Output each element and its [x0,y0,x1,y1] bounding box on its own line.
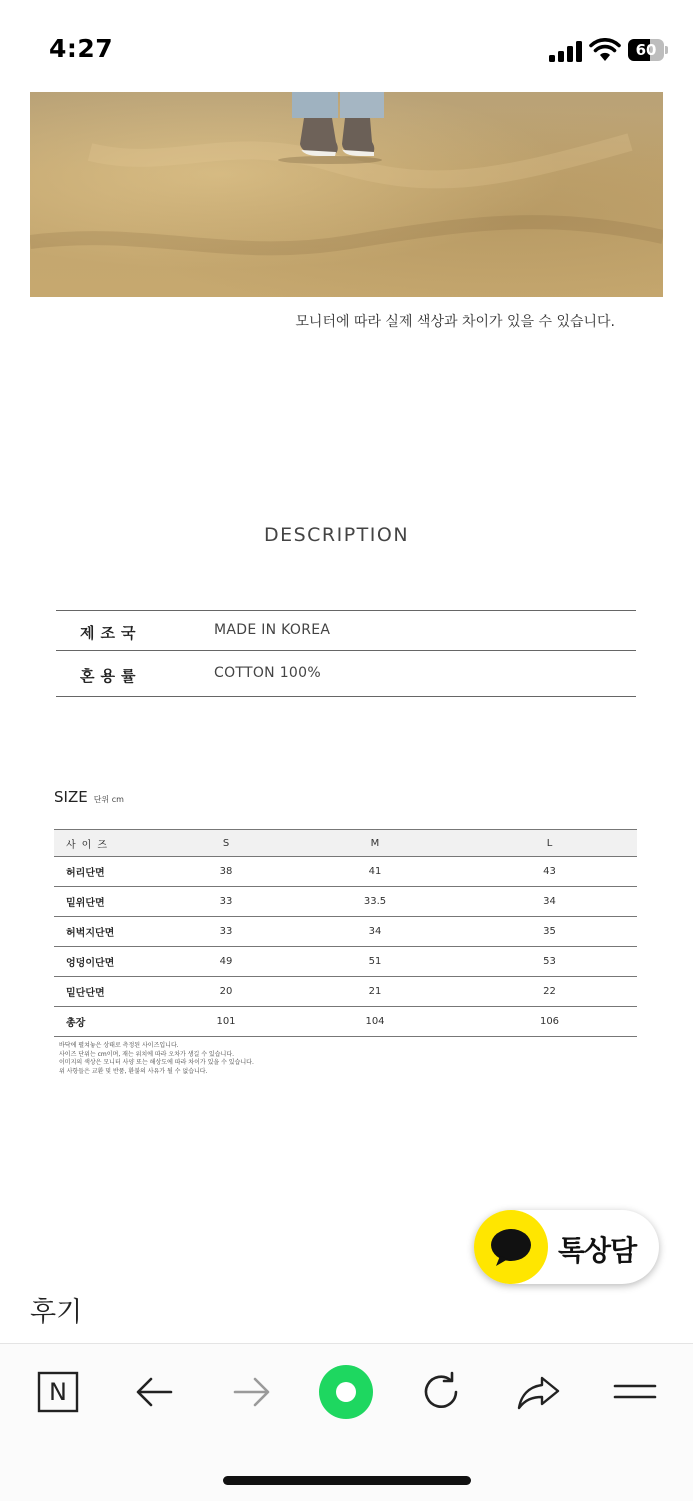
review-heading: 후기 [30,1297,83,1328]
row-label: 엉덩이단면 [54,947,164,977]
column-header: S [164,830,288,857]
forward-arrow-icon [227,1370,275,1414]
spec-label: 제조국 [80,624,142,642]
status-bar [0,0,693,92]
green-dot-icon [316,1362,376,1422]
naver-home-label: N [49,1378,67,1406]
column-header: M [288,830,462,857]
cell-m: 33.5 [288,887,462,917]
browser-toolbar [0,1343,693,1501]
table-row [54,1007,637,1037]
column-header: L [462,830,637,857]
row-label: 총장 [54,1007,164,1037]
size-note: 사이즈 단위는 cm이며, 재는 위치에 따라 오차가 생길 수 있습니다. [59,1050,235,1058]
cell-l: 35 [462,917,637,947]
green-dot-button[interactable] [316,1362,376,1422]
naver-home-button[interactable] [34,1370,82,1414]
size-note: 바닥에 펼쳐놓은 상태로 측정된 사이즈입니다. [59,1042,179,1049]
refresh-icon [418,1370,466,1414]
kakao-talk-label: 톡상담 [558,1234,637,1267]
size-note: 이미지의 색상은 모니터 사양 또는 해상도에 따라 차이가 있을 수 있습니다. [59,1059,254,1066]
cell-l: 22 [462,977,637,1007]
row-label: 밑위단면 [54,887,164,917]
spec-value: COTTON 100% [214,665,321,681]
table-row [54,947,637,977]
row-label: 허벅지단면 [54,917,164,947]
spec-row-origin [56,611,636,651]
row-label: 허리단면 [54,857,164,887]
refresh-button[interactable] [418,1370,466,1414]
forward-button[interactable] [227,1370,275,1414]
cell-s: 33 [164,917,288,947]
model-shoes-image [30,92,663,297]
table-row [54,977,637,1007]
back-arrow-icon [131,1370,179,1414]
cell-s: 101 [164,1007,288,1037]
cell-s: 33 [164,887,288,917]
cell-s: 49 [164,947,288,977]
cell-m: 21 [288,977,462,1007]
table-row [54,857,637,887]
share-button[interactable] [514,1370,562,1414]
wifi-icon [589,38,621,62]
column-header: 사이즈 [54,830,164,857]
cell-s: 20 [164,977,288,1007]
description-title: DESCRIPTION [263,524,410,546]
cell-l: 43 [462,857,637,887]
size-unit: 단위 cm [93,795,124,804]
spec-label: 혼용률 [80,667,142,685]
cell-m: 104 [288,1007,462,1037]
cell-m: 41 [288,857,462,887]
menu-icon [611,1370,659,1414]
product-photo [30,92,663,297]
size-notes [59,1042,254,1076]
cell-l: 106 [462,1007,637,1037]
size-note: 위 사항들은 교환 및 반품, 환불의 사유가 될 수 없습니다. [59,1067,208,1075]
home-indicator [223,1476,471,1485]
size-table [54,829,637,1037]
size-table-header [54,830,637,857]
photo-color-disclaimer: 모니터에 따라 실제 색상과 차이가 있을 수 있습니다. [295,314,615,330]
row-label: 밑단단면 [54,977,164,1007]
cell-m: 51 [288,947,462,977]
kakao-talk-consult-button[interactable] [474,1210,659,1284]
spec-value: MADE IN KOREA [214,622,331,638]
menu-button[interactable] [611,1370,659,1414]
cell-m: 34 [288,917,462,947]
spec-table [56,610,636,697]
spec-row-material [56,651,636,697]
cell-l: 34 [462,887,637,917]
table-row [54,887,637,917]
cell-l: 53 [462,947,637,977]
battery-level: 60 [635,41,657,59]
size-title: SIZE [54,788,88,806]
back-button[interactable] [131,1370,179,1414]
status-time: 4:27 [49,34,114,63]
table-row [54,917,637,947]
battery-icon [628,39,668,61]
chat-bubble-icon [474,1210,548,1284]
cellular-signal-icon [549,40,583,62]
cell-s: 38 [164,857,288,887]
size-heading [54,788,124,806]
share-icon [514,1370,562,1414]
